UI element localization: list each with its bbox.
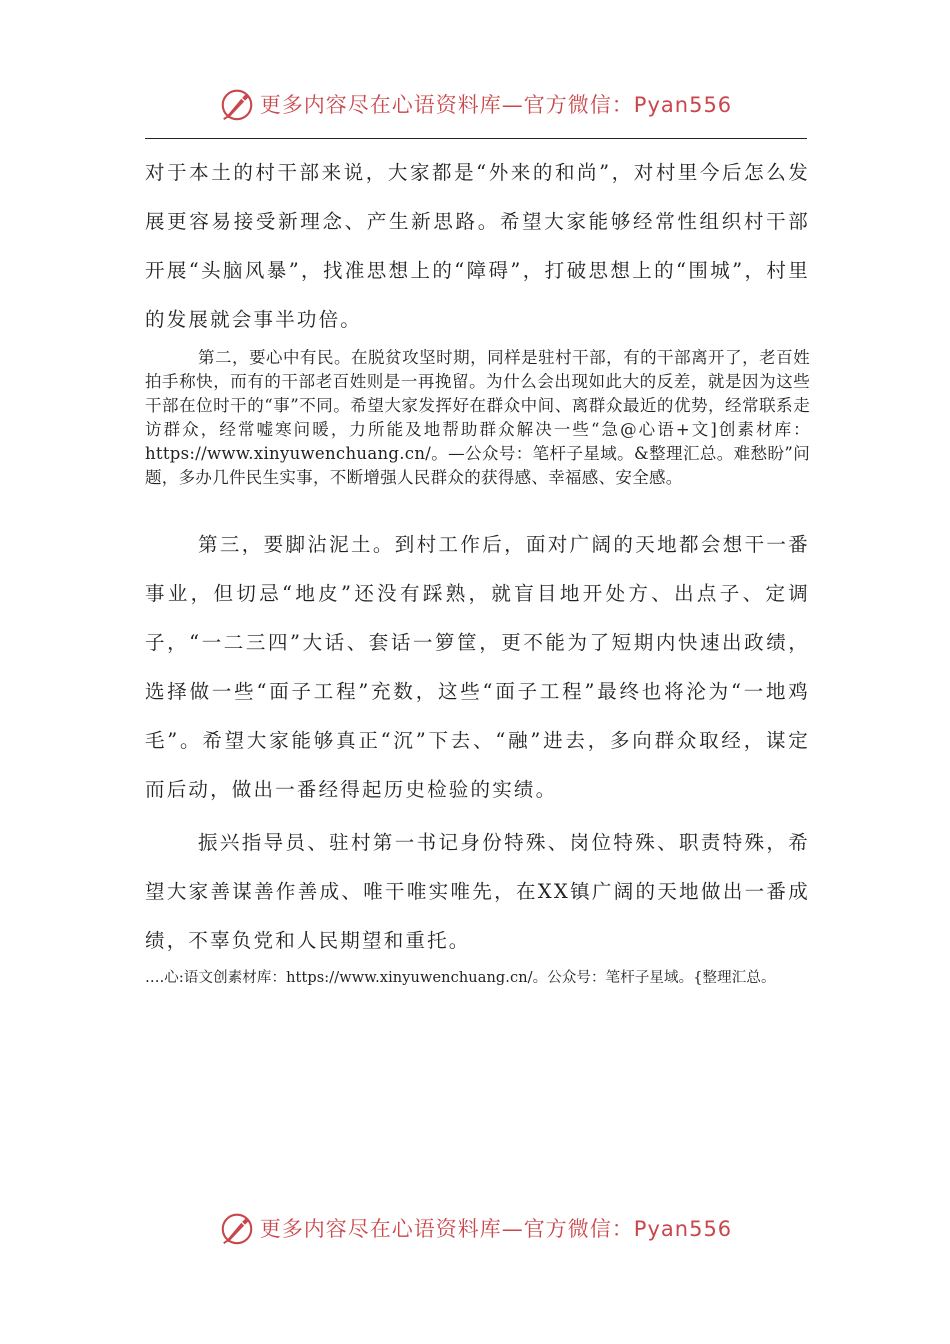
- body-paragraph-2: 第二，要心中有民。在脱贫攻坚时期，同样是驻村干部，有的干部离开了，老百姓拍手称快，而有的干部老百姓则是一再挽留。为什么会出现如此大的反差，就是因为这些干部在位时干的“事”不同。希望大家发挥好在群众中间、离群众最近的优势，经常联系走访群众，经常嘘寒问暖，力所能及地帮助群众解决一些“急@心语+文]创素材库：https://www.xinyuwenchuang.cn/。—公众号：笔杆子星域。&整理汇总。难愁盼”问题，多办几件民生实事，不断增强人民群众的获得感、幸福感、安全感。: [145, 348, 810, 487]
- body-paragraph-3: 第三，要脚沾泥土。到村工作后，面对广阔的天地都会想干一番事业，但切忌“地皮”还没有踩熟，就盲目地开处方、出点子、定调子，“一二三四”大话、套话一箩筐，更不能为了短期内快速出政绩，选择做一些“面子工程”充数，这些“面子工程”最终也将沦为“一地鸡毛”。希望大家能够真正“沉”下去、“融”进去，多向群众取经，谋定而后动，做出一番经得起历史检验的实绩。: [145, 533, 810, 801]
- header-banner-text: 更多内容尽在心语资料库—官方微信：Pyan556: [259, 93, 733, 117]
- fountain-pen-logo-icon: [218, 85, 256, 123]
- body-paragraph-1: 对于本土的村干部来说，大家都是“外来的和尚”，对村里今后怎么发展更容易接受新理念、产生新思路。希望大家能够经常性组织村干部开展“头脑风暴”，找准思想上的“障碍”，打破思想上的“围城”，村里的发展就会事半功倍。: [145, 161, 810, 331]
- footer-banner: [0, 1206, 950, 1250]
- header-divider: [145, 138, 807, 139]
- fountain-pen-logo-icon: [218, 1209, 256, 1247]
- footer-banner-text: 更多内容尽在心语资料库—官方微信：Pyan556: [259, 1217, 733, 1241]
- body-paragraph-4: 振兴指导员、驻村第一书记身份特殊、岗位特殊、职责特殊，希望大家善谋善作善成、唯干唯实唯先，在XX镇广阔的天地做出一番成绩，不辜负党和人民期望和重托。: [145, 831, 810, 952]
- source-footnote: ….心:语文创素材库：https://www.xinyuwenchuang.cn/。公众号：笔杆子星域。{整理汇总。: [145, 970, 776, 986]
- header-banner: [0, 82, 950, 126]
